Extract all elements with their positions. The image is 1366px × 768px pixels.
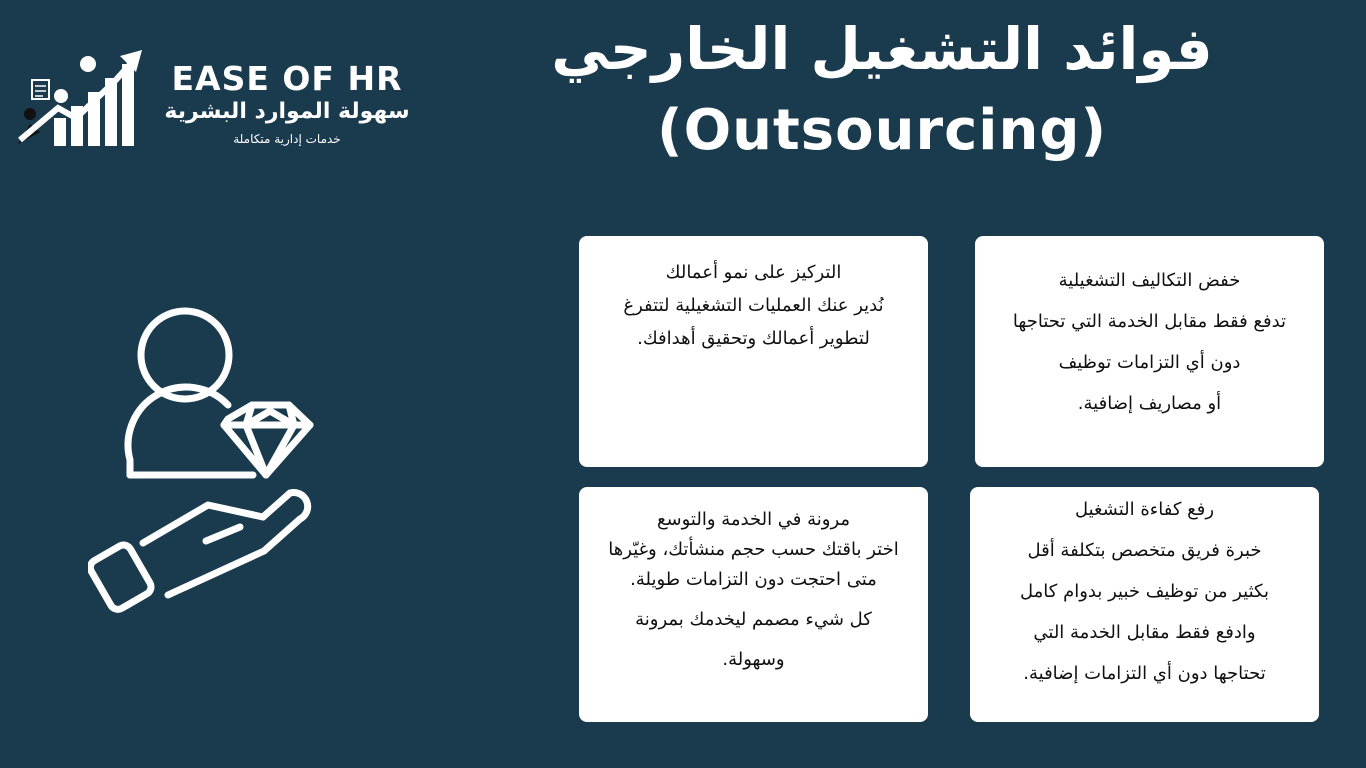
benefit-card-efficiency [970,487,1319,722]
card-line: وادفع فقط مقابل الخدمة التي [1033,622,1256,643]
card-line: كل شيء مصمم ليخدمك بمرونة [635,609,872,630]
card-heading: التركيز على نمو أعمالك [665,262,842,283]
card-line: بكثير من توظيف خبير بدوام كامل [1020,581,1269,602]
hand-holding-person-diamond-icon [88,305,318,615]
card-line: نُدير عنك العمليات التشغيلية لتتفرغ [623,295,884,316]
card-line: متى احتجت دون التزامات طويلة. [630,569,877,590]
card-line: اختر باقتك حسب حجم منشأتك، وغيّرها [608,539,899,560]
card-heading: رفع كفاءة التشغيل [1074,499,1215,520]
growth-chart-logo-icon [14,44,149,150]
card-line: أو مصاريف إضافية. [1077,393,1222,414]
card-line: دون أي التزامات توظيف [1058,352,1241,373]
page-title-arabic: فوائد التشغيل الخارجي [551,15,1213,83]
card-line: خبرة فريق متخصص بتكلفة أقل [1027,540,1262,561]
benefit-card-business-focus [579,236,928,467]
brand-name-english: EASE OF HR [171,59,403,98]
page-title-english: (Outsourcing) [656,98,1108,163]
brand-name-arabic: سهولة الموارد البشرية [164,99,410,124]
brand-logo [14,44,414,154]
benefit-card-flexibility [579,487,928,722]
card-line: وسهولة. [722,649,785,670]
benefit-card-cost-reduction [975,236,1324,467]
card-line: لتطوير أعمالك وتحقيق أهدافك. [637,328,870,349]
card-heading: خفض التكاليف التشغيلية [1058,270,1241,291]
card-line: تدفع فقط مقابل الخدمة التي تحتاجها [1012,311,1287,332]
card-heading: مرونة في الخدمة والتوسع [656,509,851,530]
brand-tagline: خدمات إدارية متكاملة [233,132,341,146]
card-line: تحتاجها دون أي التزامات إضافية. [1023,663,1266,684]
